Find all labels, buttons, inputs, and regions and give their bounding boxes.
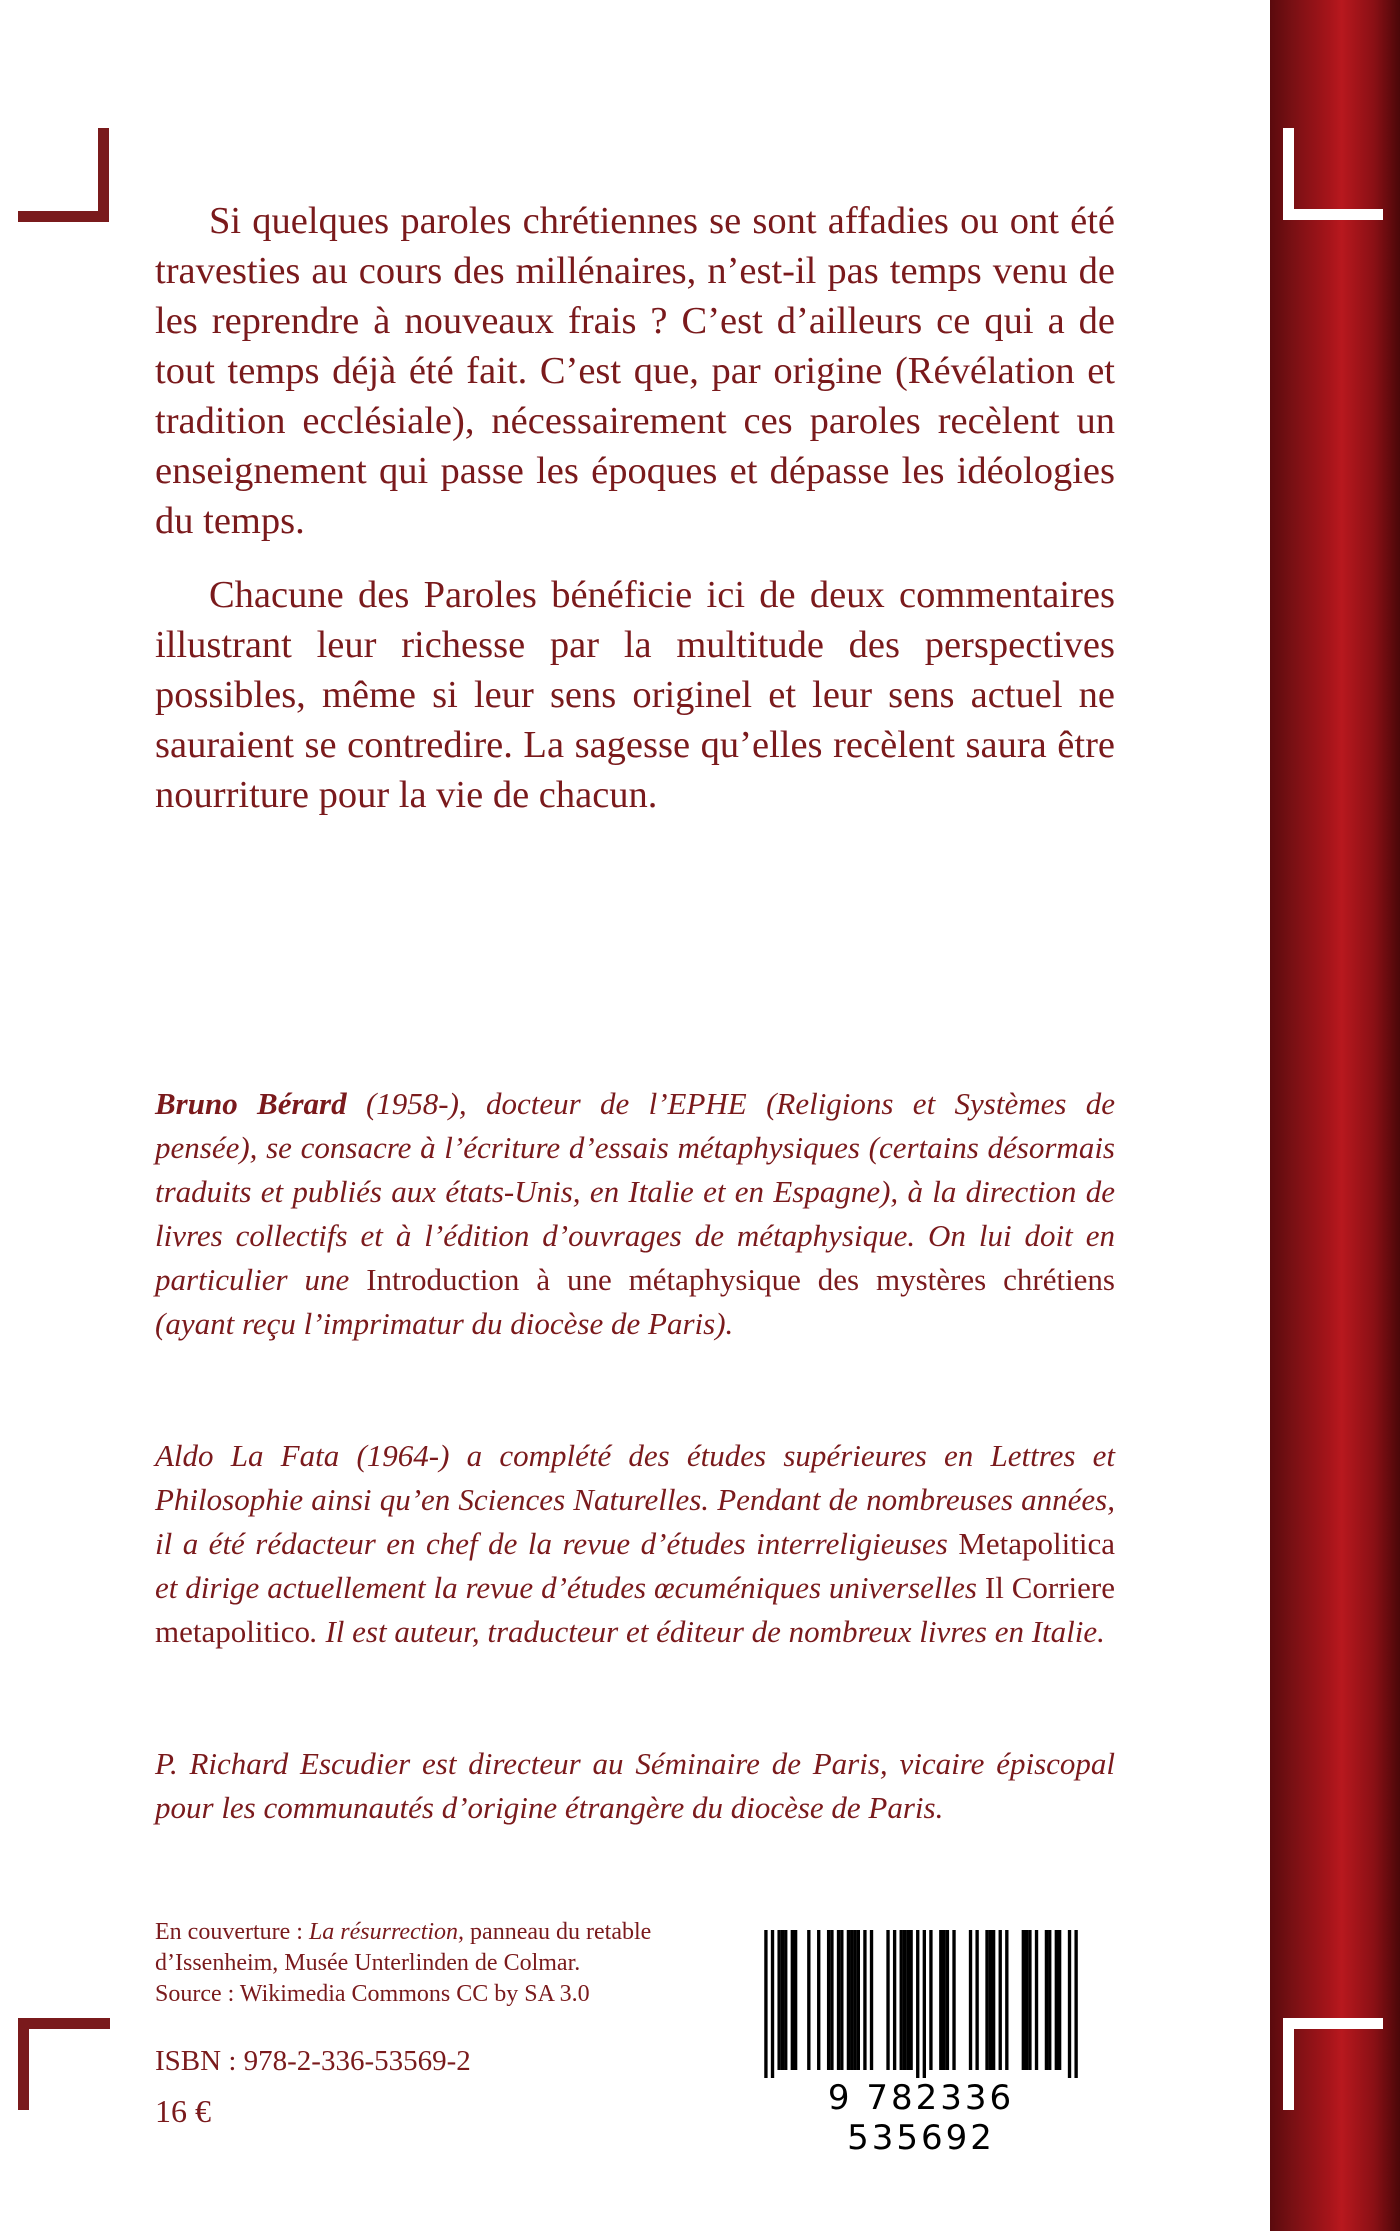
barcode [748,1930,1094,2158]
barcode-bar [870,1930,873,2070]
barcode-bar [817,1930,820,2070]
barcode-bar [1074,1930,1077,2078]
bio-berard: Bruno Bérard (1958-), docteur de l’EPHE (Religions et Systèmes de pensée), se consacre à l’écriture d’essais métaphysiques (certains désormais traduits et publiés aux états-Unis, en Italie et en Espagne), à la direction de livres collectifs et à l’édition d’ouvrages de métaphysique. On lui doit en particulier une Introduction à une métaphysique des mystères chrétiens (ayant reçu l’imprimatur du diocèse de Paris). [155,1086,1116,1341]
barcode-bar [830,1930,833,2070]
barcode-bar [985,1930,988,2070]
barcode-bar [975,1930,978,2070]
barcode-bar [1048,1930,1051,2070]
barcode-bar [837,1930,840,2070]
barcode-bar [900,1930,903,2070]
barcode-bar [853,1930,856,2070]
blurb-paragraph-1: Si quelques paroles chrétiennes se sont affadies ou ont été travesties au cours des millénaires, n’est-il pas temps venu de les reprendre à nouveaux frais ? C’est d’ailleurs ce qui a de tout temps déjà été fait. C’est que, par origine (Révélation et tradition ecclésiale), nécessairement ces paroles recèlent un enseignement qui passe les époques et dépasse les idéologies du temps. [155,200,1115,542]
barcode-bar [827,1930,830,2070]
barcode-bar [952,1930,955,2070]
barcode-bar [791,1930,794,2070]
author-name: Bruno Bérard [155,1086,347,1121]
barcode-bar [939,1930,942,2070]
barcode-bar [771,1930,774,2078]
journal-title: Il Corriere metapolitico [155,1570,1115,1649]
bio-la-fata: Aldo La Fata (1964-) a complété des études supérieures en Lettres et Philosophie ainsi qu’en Sciences Naturelles. Pendant de nombreuses années, il a été rédacteur en chef de la revue d’études interreligieuses Metapolitica et dirige actuellement la revue d’études œcuméniques universelles Il Corriere metapolitico. Il est auteur, traducteur et éditeur de nombreux livres en Italie. [155,1438,1116,1649]
barcode-bar [929,1930,932,2070]
barcode-bar [1045,1930,1048,2070]
barcode-bars [748,1930,1094,2078]
barcode-bar [1058,1930,1061,2070]
barcode-bar [857,1930,860,2070]
price: 16 € [155,2093,211,2129]
barcode-bar [886,1930,889,2070]
bio-escudier: P. Richard Escudier est directeur au Séminaire de Paris, vicaire épiscopal pour les communautés d’origine étrangère du diocèse de Paris. [155,1746,1116,1825]
barcode-bar [989,1930,992,2070]
barcode-bar [1025,1930,1028,2070]
barcode-bar [903,1930,906,2070]
barcode-bar [764,1930,767,2078]
barcode-bar [784,1930,787,2070]
barcode-bar [916,1930,919,2078]
barcode-bar [1035,1930,1038,2070]
blurb [155,196,1115,820]
book-title: Introduction à une métaphysique des mystères chrétiens [366,1262,1116,1297]
barcode-bar [807,1930,810,2070]
barcode-bar [850,1930,853,2070]
barcode-bar [863,1930,866,2070]
barcode-bar [942,1930,945,2070]
barcode-bar [1028,1930,1031,2070]
barcode-bar [1068,1930,1071,2078]
image-source: Source : Wikimedia Commons CC by SA 3.0 [155,1981,590,2007]
barcode-bar [1005,1930,1008,2070]
barcode-bar [992,1930,995,2070]
blurb-paragraph-2: Chacune des Paroles bénéficie ici de deux commentaires illustrant leur richesse par la multitude des perspectives possibles, même si leur sens originel et leur sens actuel ne sauraient se contredire. La sagesse qu’elles recèlent saura être nourriture pour la vie de chacun. [155,574,1115,816]
barcode-bar [893,1930,896,2070]
barcode-bar [794,1930,797,2070]
barcode-bar [906,1930,909,2070]
author-name: P. Richard Escudier [155,1746,411,1781]
barcode-digits: 9 782336 535692 [827,2078,1015,2158]
barcode-bar [946,1930,949,2070]
barcode-bar [999,1930,1002,2070]
barcode-bar [1055,1930,1058,2070]
barcode-bar [840,1930,843,2070]
barcode-bar [1022,1930,1025,2070]
barcode-bar [923,1930,926,2078]
author-name: Aldo La Fata [155,1438,340,1473]
spine-band [1270,0,1400,2231]
cover-credits: En couverture : La résurrection, panneau du retable d’Issenheim, Musée Unterlinden de Colmar. Source : Wikimedia Commons CC by SA 3.0 [155,1919,652,2007]
artwork-title: La résurrection, [308,1919,465,1945]
barcode-bar [777,1930,780,2070]
journal-title: Metapolitica [958,1526,1115,1561]
barcode-bar [969,1930,972,2070]
isbn: ISBN : 978-2-336-53569-2 [155,2045,471,2077]
barcode-bar [847,1930,850,2070]
barcode-bar [909,1930,912,2070]
barcode-bar [781,1930,784,2070]
